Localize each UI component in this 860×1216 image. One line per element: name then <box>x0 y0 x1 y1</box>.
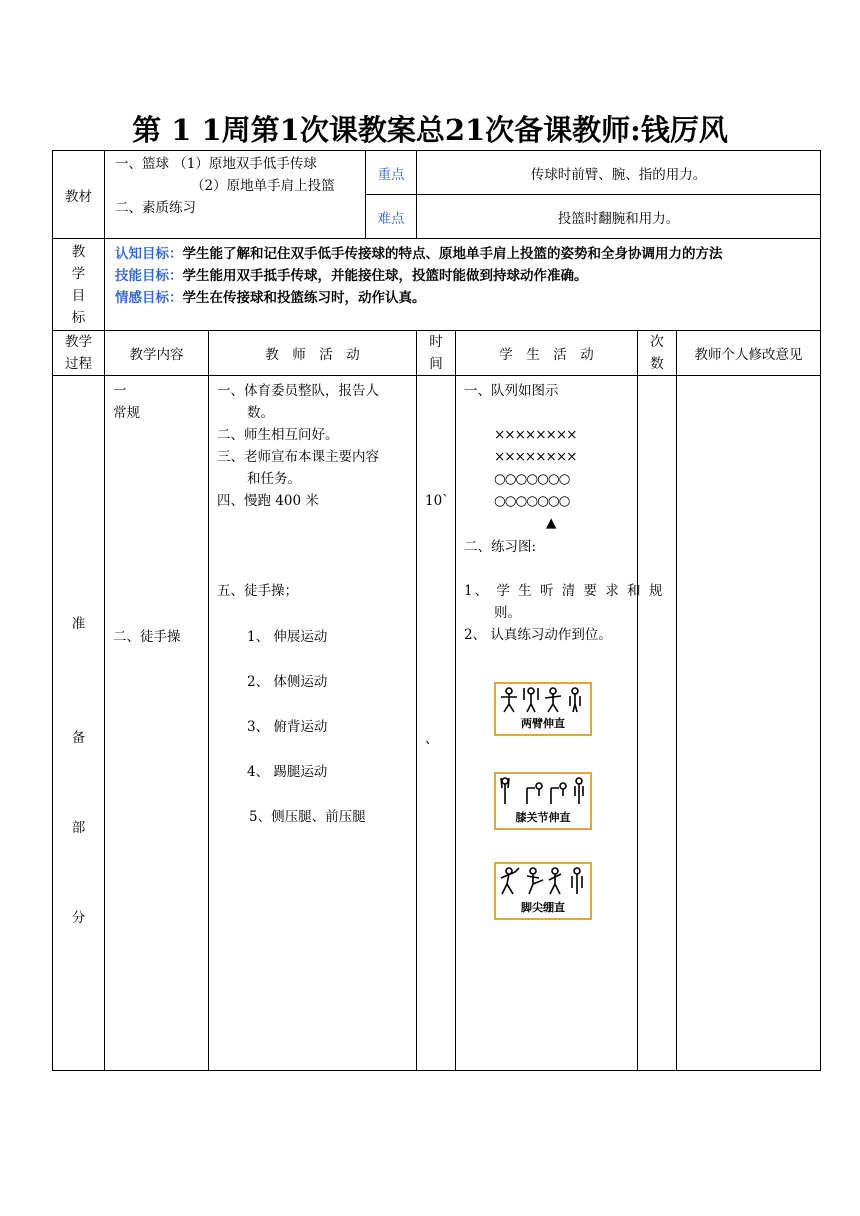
material-content <box>105 151 366 239</box>
teacher-triangle-icon: ▲ <box>546 515 557 531</box>
goals-content <box>105 239 821 331</box>
section-content: 一 常规 二、徒手操 <box>105 376 209 1071</box>
stick-figures-icon <box>499 866 585 896</box>
header-time: 时 间 <box>417 331 456 376</box>
stick-figures-icon <box>499 686 585 714</box>
teacher-activities: 一、体育委员整队，报告人 数。 二、师生相互问好。 三、老师宣布本课主要内容 和任务。 四、慢跑 400 米 五、徒手操； 1、 伸展运动 2、 体侧运动 3、 俯背运动 4、 踢腿运动 5、侧压腿、前压腿 <box>209 376 417 1071</box>
goal-affective: 情感目标：学生在传接球和投篮练习时，动作认真。 <box>115 290 426 306</box>
time-cell: 10` 、 <box>417 376 456 1071</box>
section-label: 准 备 部 分 <box>53 376 105 1071</box>
formation-row-2: ×××××××× <box>494 449 577 465</box>
header-process: 教学 过程 <box>53 331 105 376</box>
header-content: 教学内容 <box>105 331 209 376</box>
key-point-text: 传球时前臂、腕、指的用力。 <box>417 151 821 195</box>
count-cell <box>638 376 677 1071</box>
goal-skill: 技能目标：学生能用双手抵手传球，并能接住球，投篮时能做到持球动作准确。 <box>115 268 588 284</box>
goal-cognitive: 认知目标：学生能了解和记住双手低手传接球的特点、原地单手肩上投篮的姿势和全身协调用力的方法 <box>115 246 723 262</box>
formation-row-1: ×××××××× <box>494 427 577 443</box>
figure-arms-straight: 两臂伸直 <box>494 682 592 736</box>
figure-toe-pointed: 脚尖绷直 <box>494 862 592 920</box>
difficulty-text: 投篮时翻腕和用力。 <box>417 195 821 239</box>
header-opinion: 教师个人修改意见 <box>677 331 821 376</box>
header-teacher: 教 师 活 动 <box>209 331 417 376</box>
material-line-2: （2）原地单手肩上投篮 <box>191 178 335 194</box>
material-line-3: 二、素质练习 <box>115 200 196 216</box>
lesson-plan-table <box>52 150 821 1071</box>
difficulty-label: 难点 <box>366 195 417 239</box>
opinion-cell <box>677 376 821 1071</box>
page-title: 第 1 1周第1次课教案总21次备课教师:钱厉风 <box>132 113 728 147</box>
student-activities: 一、队列如图示 ×××××××× ×××××××× ○○○○○○○ ○○○○○○○ ▲ 二、练习图: 1、 学 生 听 清 要 求 和 规 则。 2、 认真练习动作到位。 两臂伸直 膝关节伸直 脚尖绷直 <box>456 376 638 1071</box>
figure-knee-straight: 膝关节伸直 <box>494 772 592 830</box>
material-line-1: 一、篮球 （1）原地双手低手传球 <box>115 156 317 172</box>
stick-figures-icon <box>499 776 585 806</box>
header-student: 学 生 活 动 <box>456 331 638 376</box>
header-count: 次 数 <box>638 331 677 376</box>
goals-label: 教 学 目 标 <box>53 239 105 331</box>
formation-row-3: ○○○○○○○ <box>494 471 570 487</box>
formation-row-4: ○○○○○○○ <box>494 493 570 509</box>
key-point-label: 重点 <box>366 151 417 195</box>
material-label: 教材 <box>53 151 105 239</box>
